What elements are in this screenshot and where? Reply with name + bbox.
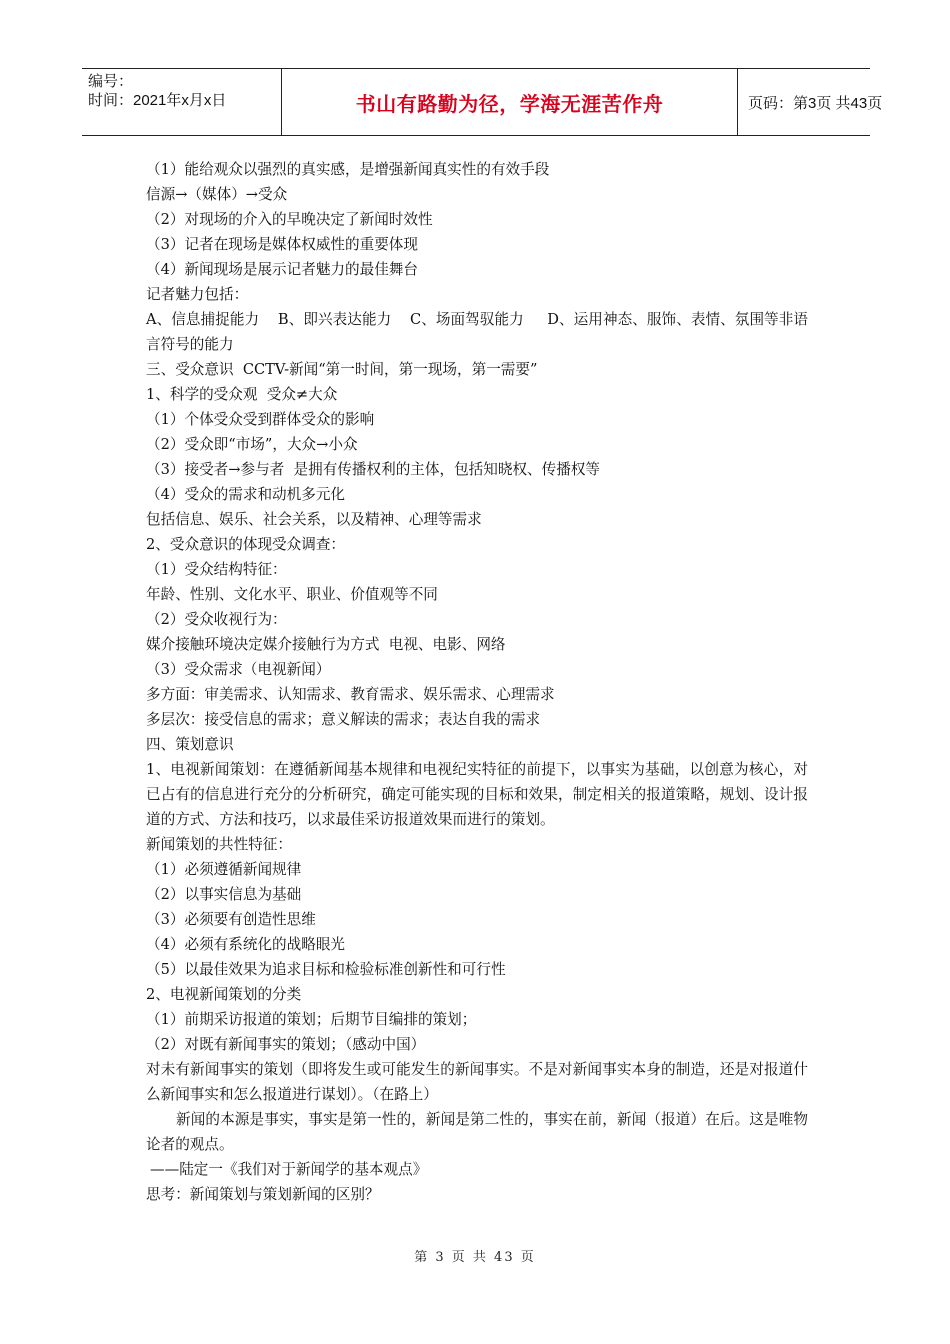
document-body <box>146 157 808 1207</box>
paragraph: （1）能给观众以强烈的真实感，是增强新闻真实性的有效手段 <box>146 161 550 178</box>
paragraph: 2、电视新闻策划的分类 <box>146 986 302 1003</box>
paragraph: 思考：新闻策划与策划新闻的区别？ <box>146 1186 380 1203</box>
paragraph: （2）以事实信息为基础 <box>146 886 302 903</box>
paragraph: （3）受众需求（电视新闻） <box>146 661 331 678</box>
paragraph: 1、科学的受众观 受众≠大众 <box>146 386 338 403</box>
paragraph: 对未有新闻事实的策划（即将发生或可能发生的新闻事实。不是对新闻事实本身的制造，还是对报道什么新闻事实和怎么报道进行谋划）。（在路上） <box>146 1061 808 1103</box>
page-footer: 第 3 页 共 43 页 <box>414 1250 536 1265</box>
paragraph: 年龄、性别、文化水平、职业、价值观等不同 <box>146 586 438 603</box>
paragraph: （4）受众的需求和动机多元化 <box>146 486 346 503</box>
document-number-label: 编号： <box>88 73 134 90</box>
paragraph: （2）对既有新闻事实的策划；（感动中国） <box>146 1036 426 1053</box>
paragraph: （2）受众即“市场”，大众→小众 <box>146 436 358 453</box>
paragraph: （1）个体受众受到群体受众的影响 <box>146 411 375 428</box>
quote-attribution: ——陆定一《我们对于新闻学的基本观点》 <box>150 1161 428 1178</box>
paragraph: （1）前期采访报道的策划；后期节目编排的策划； <box>146 1011 477 1028</box>
paragraph: 1、电视新闻策划：在遵循新闻基本规律和电视纪实特征的前提下，以事实为基础，以创意为核心，对已占有的信息进行充分的分析研究，确定可能实现的目标和效果，制定相关的报道策略，规划、设计报道的方式、方法和技巧，以求最佳采访报道效果而进行的策划。 <box>146 761 808 828</box>
paragraph: 包括信息、娱乐、社会关系，以及精神、心理等需求 <box>146 511 482 528</box>
paragraph: （3）必须要有创造性思维 <box>146 911 316 928</box>
paragraph: （1）必须遵循新闻规律 <box>146 861 302 878</box>
paragraph: 2、受众意识的体现受众调查： <box>146 536 346 553</box>
section-heading: 四、策划意识 <box>146 736 234 753</box>
paragraph: A、信息捕捉能力 B、即兴表达能力 C、场面驾驭能力 D、运用神态、服饰、表情、氛围等非语言符号的能力 <box>146 311 808 353</box>
paragraph: （1）受众结构特征： <box>146 561 287 578</box>
quote-paragraph: 新闻的本源是事实，事实是第一性的，新闻是第二性的，事实在前，新闻（报道）在后。这是唯物论者的观点。 <box>146 1111 808 1153</box>
header-motto: 书山有路勤为径，学海无涯苦作舟 <box>282 69 738 135</box>
paragraph: （2）对现场的介入的早晚决定了新闻时效性 <box>146 211 433 228</box>
header-page-count: 页码：第3页 共43页 <box>748 94 883 112</box>
paragraph: （3）接受者→参与者 是拥有传播权利的主体，包括知晓权、传播权等 <box>146 461 601 478</box>
header-meta-cell <box>82 69 282 135</box>
paragraph: （5）以最佳效果为追求目标和检验标准创新性和可行性 <box>146 961 506 978</box>
section-heading: 三、受众意识 CCTV-新闻“第一时间，第一现场，第一需要” <box>146 361 538 378</box>
paragraph: 新闻策划的共性特征： <box>146 836 292 853</box>
paragraph: 媒介接触环境决定媒介接触行为方式 电视、电影、网络 <box>146 636 506 653</box>
paragraph: 记者魅力包括： <box>146 286 249 303</box>
paragraph: （4）必须有系统化的战略眼光 <box>146 936 346 953</box>
paragraph: （2）受众收视行为： <box>146 611 287 628</box>
paragraph: 多方面：审美需求、认知需求、教育需求、娱乐需求、心理需求 <box>146 686 555 703</box>
paragraph: 信源→（媒体）→受众 <box>146 186 288 203</box>
paragraph: 多层次：接受信息的需求；意义解读的需求；表达自我的需求 <box>146 711 541 728</box>
page-header-table <box>82 68 883 136</box>
paragraph: （4）新闻现场是展示记者魅力的最佳舞台 <box>146 261 418 278</box>
document-date-label: 时间：2021年x月x日 <box>88 92 227 109</box>
paragraph: （3）记者在现场是媒体权威性的重要体现 <box>146 236 418 253</box>
